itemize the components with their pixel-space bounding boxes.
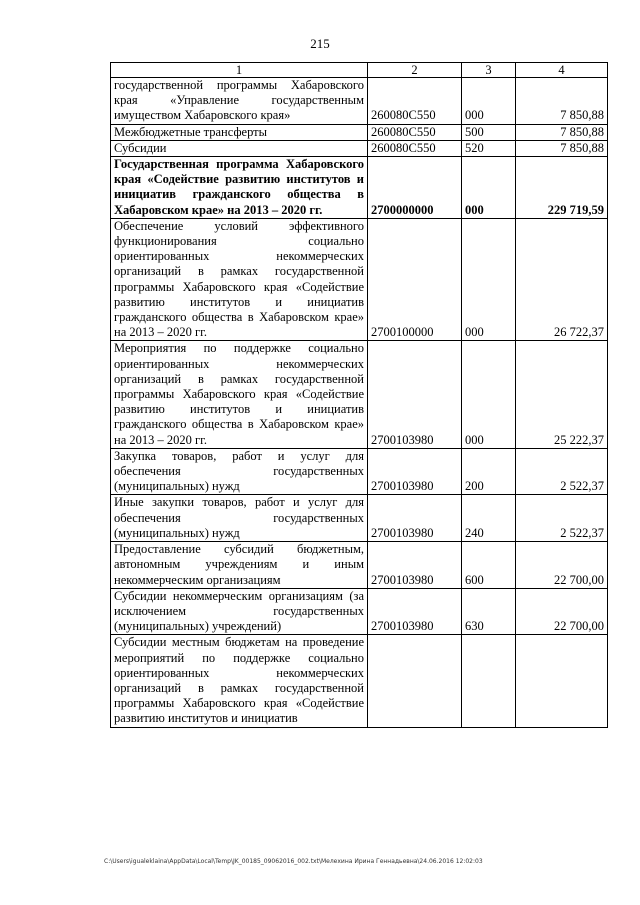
row-amount [516,635,608,727]
row-code [368,635,462,727]
header-col-1: 1 [111,63,368,78]
table-row [111,588,608,635]
row-code: 2700103980 [368,542,462,589]
row-name: Обеспечение условий эффективного функционирования социально ориентированных некоммерческих организаций в рамках государственной программы Хабаровского края «Содействие развитию институтов и инициатив гражданского общества в Хабаровском крае» на 2013 – 2020 гг. [111,218,368,341]
table-row [111,542,608,589]
row-amount: 7 850,88 [516,140,608,156]
row-code: 260080С550 [368,78,462,125]
row-name: Иные закупки товаров, работ и услуг для обеспечения государственных (муниципальных) нужд [111,495,368,542]
row-amount: 229 719,59 [516,157,608,219]
row-vr: 630 [462,588,516,635]
table-row-program [111,157,608,219]
row-name: Закупка товаров, работ и услуг для обеспечения государственных (муниципальных) нужд [111,448,368,495]
row-amount: 25 222,37 [516,341,608,448]
row-code: 2700103980 [368,588,462,635]
header-col-3: 3 [462,63,516,78]
row-amount: 2 522,37 [516,495,608,542]
row-name: Субсидии некоммерческим организациям (за исключением государственных (муниципальных) учреждений) [111,588,368,635]
row-code: 2700100000 [368,218,462,341]
header-col-2: 2 [368,63,462,78]
table-row [111,124,608,140]
row-amount: 26 722,37 [516,218,608,341]
table-row [111,495,608,542]
row-vr: 000 [462,78,516,125]
row-name: государственной программы Хабаровского края «Управление государственным имуществом Хабаровского края» [111,78,368,125]
row-code: 2700000000 [368,157,462,219]
row-amount: 7 850,88 [516,78,608,125]
row-code: 260080С550 [368,124,462,140]
table-row [111,218,608,341]
row-name: Предоставление субсидий бюджетным, автономным учреждениям и иным некоммерческим организациям [111,542,368,589]
page-number: 215 [310,36,330,51]
row-vr: 000 [462,157,516,219]
table-row [111,140,608,156]
table-row [111,78,608,125]
row-amount: 22 700,00 [516,542,608,589]
table-row [111,448,608,495]
row-code: 2700103980 [368,448,462,495]
table-row [111,635,608,727]
row-code: 2700103980 [368,341,462,448]
table-row [111,341,608,448]
row-code: 260080С550 [368,140,462,156]
row-amount: 22 700,00 [516,588,608,635]
table-header-row [111,63,608,78]
footer-file-path: C:\Users\igualeklaina\AppData\Local\Temp\JK_00185_09062016_002.txt\Мелехина Ирина Геннадьевна\24.06.2016 12:02:03 [104,858,483,865]
row-name: Субсидии [111,140,368,156]
row-vr: 240 [462,495,516,542]
header-col-4: 4 [516,63,608,78]
row-vr: 600 [462,542,516,589]
row-name: Межбюджетные трансферты [111,124,368,140]
row-vr: 500 [462,124,516,140]
row-code: 2700103980 [368,495,462,542]
row-vr: 520 [462,140,516,156]
row-amount: 7 850,88 [516,124,608,140]
row-vr: 000 [462,218,516,341]
row-vr: 000 [462,341,516,448]
row-name: Мероприятия по поддержке социально ориентированных некоммерческих организаций в рамках государственной программы Хабаровского края «Содействие развитию институтов и инициатив гражданского общества в Хабаровском крае» на 2013 – 2020 гг. [111,341,368,448]
row-name: Субсидии местным бюджетам на проведение мероприятий по поддержке социально ориентированных некоммерческих организаций в рамках государственной программы Хабаровского края «Содействие развитию институтов и инициатив [111,635,368,727]
row-amount: 2 522,37 [516,448,608,495]
row-vr: 200 [462,448,516,495]
row-name: Государственная программа Хабаровского края «Содействие развитию институтов и инициатив гражданского общества в Хабаровском крае» на 2013 – 2020 гг. [111,157,368,219]
row-vr [462,635,516,727]
budget-table [110,62,608,728]
